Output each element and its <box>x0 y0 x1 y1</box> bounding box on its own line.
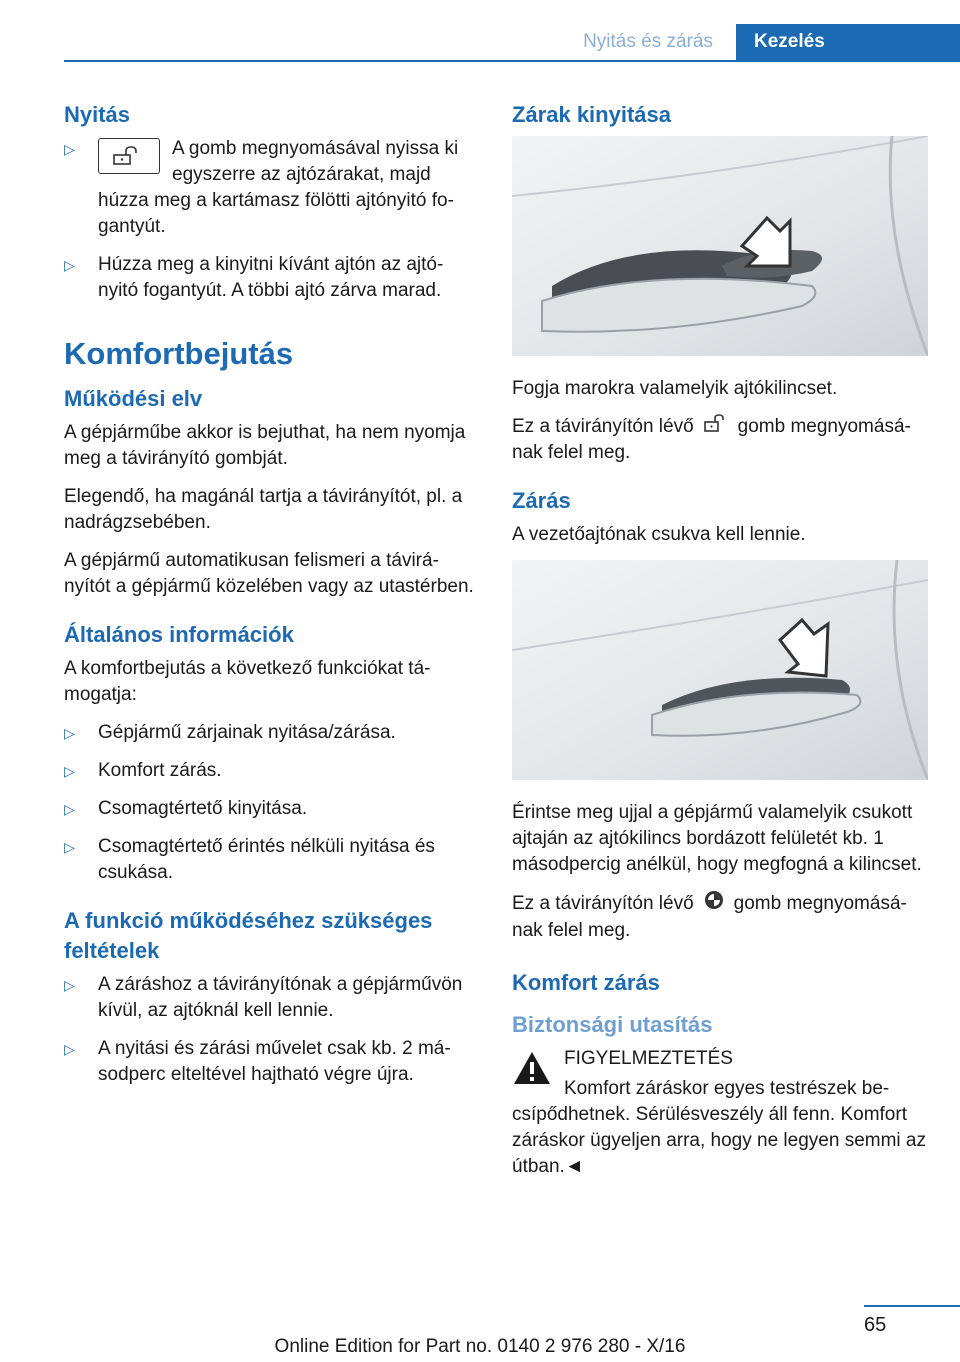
altalanos-heading: Általános információk <box>64 622 294 647</box>
right-column <box>512 100 928 1192</box>
door-handle-lock-photo <box>512 560 928 780</box>
zarak-paragraph: Fogja marokra valamelyik ajtókilincset. <box>512 378 838 399</box>
list-item: ▷ Komfort zárás. <box>64 758 476 784</box>
bullet-triangle-icon: ▷ <box>64 1041 75 1057</box>
bullet-triangle-icon: ▷ <box>64 801 75 817</box>
list-item: ▷ Csomagtértető érintés nélküli nyitása és csukása. <box>64 836 435 883</box>
feltetelek-heading: A funkció működéséhez szükséges feltételek <box>64 908 433 963</box>
list-item: ▷ A gomb megnyomásával nyissa ki egyszerre az ajtózárakat, majd húzza meg a kartámasz fölötti ajtónyitó fogantyút. <box>64 138 459 237</box>
header-rule <box>64 60 960 62</box>
bullet-triangle-icon: ▷ <box>64 763 75 779</box>
door-handle-unlock-photo <box>512 136 928 356</box>
zarak-paragraph: Ez a távirányítón lévő gomb megnyomásának felel meg. <box>512 414 928 466</box>
altalanos-intro: A komfortbejutás a következő funkciókat támogatja: <box>64 658 431 705</box>
bullet-triangle-icon: ▷ <box>64 725 75 741</box>
header-section-tab: Nyitás és zárás <box>583 31 713 52</box>
nyitas-list <box>64 136 476 304</box>
altalanos-list <box>64 720 476 886</box>
list-item: ▷ Csomagtértető kinyitása. <box>64 796 476 822</box>
komfort-zaras-heading: Komfort zárás <box>512 970 660 996</box>
warning-text: Komfort záráskor egyes testrészek becsípődhetnek. Sérülésveszély áll fenn. Komfort záráskor ügyeljen arra, hogy ne legyen semmi az útban.◄ <box>512 1078 926 1178</box>
mukodesi-paragraph: Elegendő, ha magánál tartja a távirányítót, pl. a nadrágzsebében. <box>64 486 463 533</box>
nyitas-heading: Nyitás <box>64 102 131 127</box>
bullet-triangle-icon: ▷ <box>64 977 75 993</box>
warning-label: FIGYELMEZTETÉS <box>564 1048 733 1070</box>
mukodesi-paragraph: A gépjárműbe akkor is bejuthat, ha nem nyomja meg a távirányító gombját. <box>64 422 466 469</box>
zaras-paragraph: Érintse meg ujjal a gépjármű valamelyik csukott ajtaján az ajtókilincs bordázott felületét kb. 1 másodpercig anélkül, hogy megfogná a kilincset. <box>512 802 922 876</box>
mukodesi-heading: Működési elv <box>64 386 203 411</box>
biztonsagi-heading: Biztonsági utasítás <box>512 1012 713 1038</box>
page-number: 65 <box>864 1314 887 1336</box>
bmw-logo-icon <box>704 890 724 918</box>
warning-triangle-icon <box>512 1050 552 1091</box>
mukodesi-paragraph: A gépjármű automatikusan felismeri a távirányítót a gépjármű közelében vagy az utastérben. <box>64 550 474 597</box>
zarak-heading: Zárak kinyitása <box>512 102 671 127</box>
zaras-paragraph: Ez a távirányítón lévő gomb megnyomásának felel meg. <box>512 890 928 944</box>
unlock-icon <box>704 414 728 440</box>
list-item: ▷ A záráshoz a távirányítónak a gépjárművön kívül, az ajtóknál kell lennie. <box>64 974 463 1021</box>
bullet-triangle-icon: ▷ <box>64 839 75 855</box>
left-column <box>64 100 476 1100</box>
list-item: ▷ Gépjármű zárjainak nyitása/zárása. <box>64 720 476 746</box>
komfort-heading: Komfortbejutás <box>64 336 294 371</box>
zaras-paragraph: A vezetőajtónak csukva kell lennie. <box>512 524 806 546</box>
warning-block <box>512 1046 928 1180</box>
list-item: ▷ A nyitási és zárási művelet csak kb. 2 másodperc elteltével hajtható végre újra. <box>64 1038 451 1085</box>
bullet-triangle-icon: ▷ <box>64 257 75 273</box>
footer-rule <box>864 1305 960 1307</box>
footer-edition: Online Edition for Part no. 0140 2 976 280 - X/16 <box>274 1336 686 1357</box>
bullet-triangle-icon: ▷ <box>64 141 75 157</box>
zaras-heading: Zárás <box>512 488 571 514</box>
header-chapter-tab: Kezelés <box>736 24 960 60</box>
unlock-button-icon <box>98 138 160 174</box>
list-item: ▷ Húzza meg a kinyitni kívánt ajtón az ajtónyitó fogantyút. A többi ajtó zárva marad. <box>64 254 444 301</box>
feltetelek-list <box>64 972 476 1088</box>
